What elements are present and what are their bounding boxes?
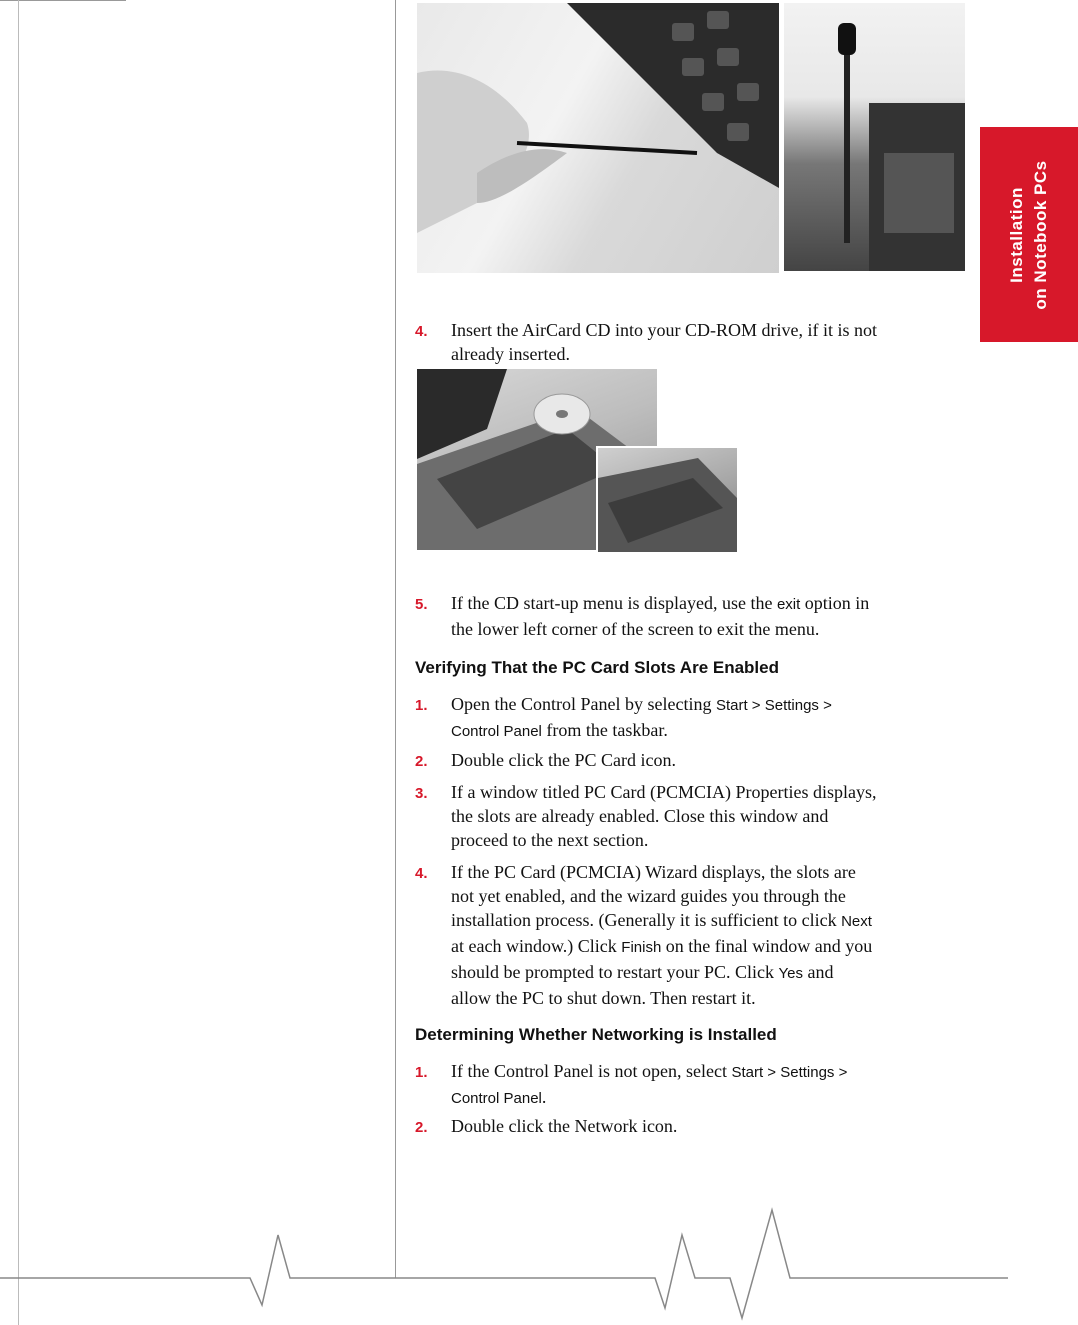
step-text-line — [451, 692, 975, 718]
step-text-line: If a window titled PC Card (PCMCIA) Properties displays, — [451, 782, 877, 802]
step-text-line — [451, 908, 975, 934]
photo-antenna-cable-insert-art — [417, 3, 779, 273]
text-run: and — [802, 962, 834, 982]
step-exit-startup-menu — [415, 591, 975, 641]
step-text-line: Insert the AirCard CD into your CD-ROM drive, if it is not — [451, 320, 877, 340]
ui-term: Control Panel — [451, 1090, 542, 1107]
step-number: 4. — [415, 865, 428, 882]
photo-antenna-upright-art — [784, 3, 965, 271]
step-number: 5. — [415, 596, 428, 613]
ui-term: Finish — [621, 939, 662, 956]
step-wizard — [415, 860, 975, 1010]
step-number: 3. — [415, 785, 428, 802]
text-run: If the Control Panel is not open, select — [451, 1061, 732, 1081]
side-tab-line1: Installation — [1007, 186, 1026, 283]
step-text-line: Double click the PC Card icon. — [451, 750, 676, 770]
step-number: 1. — [415, 697, 428, 714]
step-text-line: already inserted. — [451, 344, 570, 364]
step-open-control-panel-2 — [415, 1059, 975, 1111]
text-run: from the taskbar. — [541, 720, 668, 740]
photo-laptop-cd-inserted-art — [598, 448, 737, 552]
photo-laptop-cd-inserted — [596, 446, 737, 552]
ui-term: Next — [841, 913, 872, 930]
step-text-line: the lower left corner of the screen to exit the menu. — [451, 619, 820, 639]
step-text-line — [451, 718, 975, 744]
step-text-line: allow the PC to shut down. Then restart it. — [451, 988, 756, 1008]
section-heading: Verifying That the PC Card Slots Are Enabled — [415, 658, 779, 677]
step-number: 4. — [415, 323, 428, 340]
section-heading: Determining Whether Networking is Installed — [415, 1025, 777, 1044]
step-number: 1. — [415, 1064, 428, 1081]
step-text-line: proceed to the next section. — [451, 830, 649, 850]
left-margin-rule — [18, 0, 19, 1325]
step-text-line — [451, 960, 975, 986]
side-tab-line2: on Notebook PCs — [1031, 159, 1050, 310]
chapter-side-tab — [980, 127, 1078, 342]
text-run: If the CD start-up menu is displayed, use the — [451, 593, 777, 613]
step-text-line: the slots are already enabled. Close this window and — [451, 806, 829, 826]
step-number: 2. — [415, 1119, 428, 1136]
step-number: 2. — [415, 753, 428, 770]
step-text-line: not yet enabled, and the wizard guides you through the — [451, 886, 846, 906]
text-run: should be prompted to restart your PC. Click — [451, 962, 779, 982]
text-run: installation process. (Generally it is sufficient to click — [451, 910, 842, 930]
column-divider — [395, 0, 396, 1278]
ui-term: Start > Settings > — [715, 697, 832, 714]
text-run: at each window.) Click — [451, 936, 622, 956]
footer-pulse-line — [0, 1200, 1078, 1325]
step-text-line — [451, 591, 975, 617]
text-run: Open the Control Panel by selecting — [451, 694, 716, 714]
text-run: on the final window and you — [661, 936, 873, 956]
ui-term: Start > Settings > — [731, 1064, 848, 1081]
photo-antenna-cable-insert — [417, 3, 779, 273]
photo-antenna-upright — [784, 3, 965, 271]
text-run: option in — [800, 593, 870, 613]
step-double-click-pc-card — [415, 748, 975, 772]
text-run: . — [541, 1087, 547, 1107]
step-open-control-panel — [415, 692, 975, 744]
step-insert-cd — [415, 318, 975, 366]
step-text-line: Double click the Network icon. — [451, 1116, 678, 1136]
step-properties-window — [415, 780, 975, 852]
ui-term: Yes — [778, 965, 803, 982]
ui-term: exit — [776, 596, 801, 613]
step-text-line: If the PC Card (PCMCIA) Wizard displays, the slots are — [451, 862, 856, 882]
step-text-line — [451, 1085, 975, 1111]
step-text-line — [451, 1059, 975, 1085]
step-double-click-network — [415, 1114, 975, 1138]
ui-term: Control Panel — [451, 723, 542, 740]
step-text-line — [451, 934, 975, 960]
